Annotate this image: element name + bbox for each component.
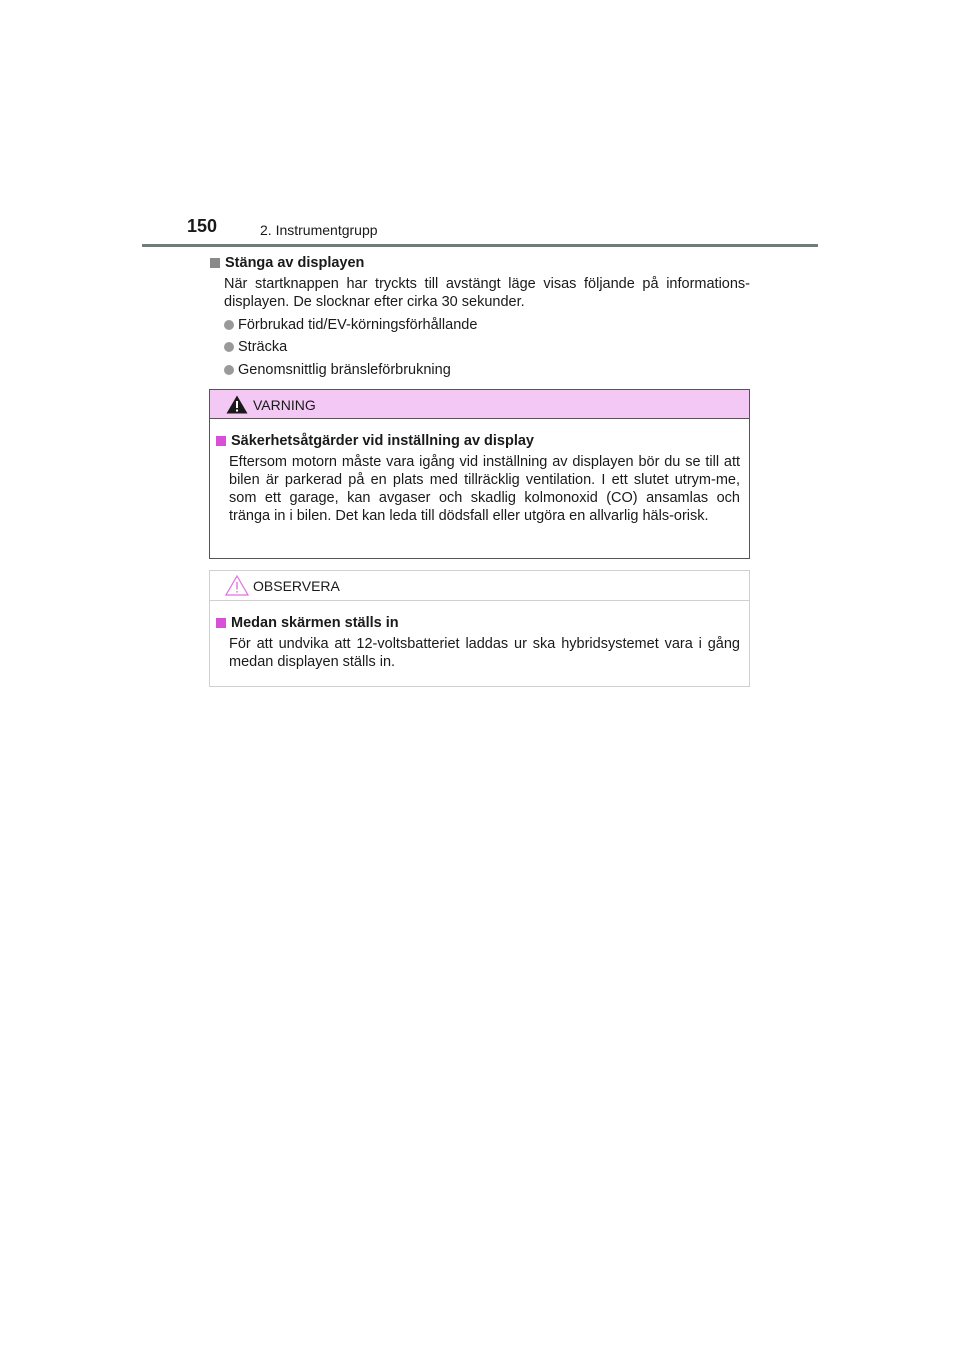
square-bullet-icon bbox=[210, 258, 220, 268]
round-bullet-icon bbox=[224, 365, 234, 375]
section-paragraph: När startknappen har tryckts till avstängt läge visas följande på informations-displayen. De slocknar efter cirka 30 sekunder. bbox=[224, 276, 750, 310]
warning-box bbox=[209, 389, 750, 559]
caution-triangle-icon bbox=[225, 575, 249, 596]
section-title: 2. Instrumentgrupp bbox=[260, 222, 378, 238]
list-item-text: Sträcka bbox=[238, 339, 288, 355]
notice-box bbox=[209, 570, 750, 687]
header-divider bbox=[142, 244, 818, 247]
list-item bbox=[224, 361, 750, 379]
round-bullet-icon bbox=[224, 320, 234, 330]
section-heading-text: Stänga av displayen bbox=[225, 255, 365, 271]
warning-label: VARNING bbox=[253, 397, 316, 413]
notice-label: OBSERVERA bbox=[253, 578, 340, 594]
warning-triangle-icon bbox=[226, 395, 248, 414]
warning-paragraph: Eftersom motorn måste vara igång vid inställning av displayen bör du se till att bilen är parkerad på en plats med tillräcklig ventilation. I ett slutet utrym-me, som ett garage, kan avgaser och skadlig kolmonoxid (CO) ansamlas och tränga in i bilen. Det kan leda till dödsfall eller utgöra en allvarlig häls-orisk. bbox=[229, 454, 740, 524]
section-heading bbox=[210, 254, 750, 272]
round-bullet-icon bbox=[224, 342, 234, 352]
warning-header bbox=[210, 390, 749, 419]
warning-heading-text: Säkerhetsåtgärder vid inställning av display bbox=[231, 433, 534, 449]
notice-heading-text: Medan skärmen ställs in bbox=[231, 615, 399, 631]
list-item bbox=[224, 338, 750, 356]
list-item-text: Förbrukad tid/EV-körningsförhållande bbox=[238, 316, 478, 333]
notice-paragraph: För att undvika att 12-voltsbatteriet laddas ur ska hybridsystemet vara i gång medan displayen ställs in. bbox=[229, 636, 740, 670]
page-number: 150 bbox=[187, 216, 218, 236]
content-section bbox=[210, 254, 750, 379]
warning-body bbox=[210, 419, 749, 525]
notice-body bbox=[210, 601, 749, 671]
warning-heading bbox=[216, 432, 740, 450]
square-bullet-icon bbox=[216, 436, 226, 446]
notice-heading bbox=[216, 614, 740, 632]
square-bullet-icon bbox=[216, 618, 226, 628]
list-item-text: Genomsnittlig bränsleförbrukning bbox=[238, 361, 451, 378]
page-header bbox=[142, 214, 818, 246]
notice-header bbox=[210, 571, 749, 601]
list-item bbox=[224, 316, 750, 334]
bullet-list bbox=[224, 316, 750, 379]
